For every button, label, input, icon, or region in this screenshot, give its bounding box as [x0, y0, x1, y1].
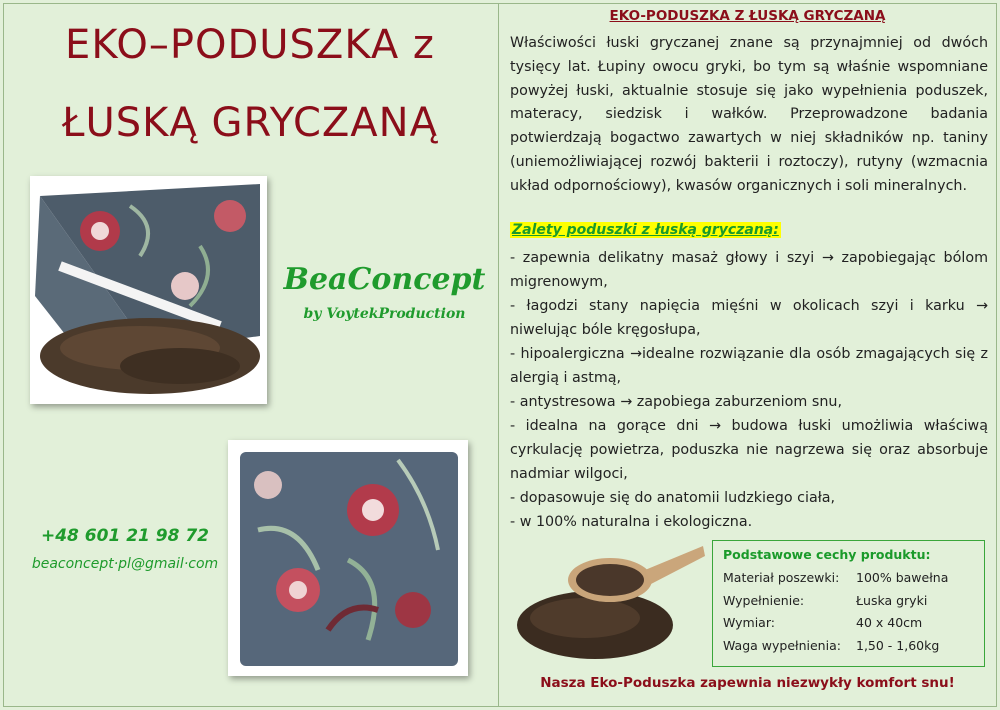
description-title: EKO-PODUSZKA Z ŁUSKĄ GRYCZANĄ: [609, 8, 886, 24]
list-item: - idealna na gorące dni → budowa łuski umożliwia właściwą cyrkulację powietrza, poduszka nie nagrzewa się oraz absorbuje nadmiar wilgoci,: [510, 418, 988, 482]
advantages-heading: Zalety poduszki z łuską gryczaną:: [512, 222, 779, 238]
brand-name: BeaConcept: [283, 262, 486, 297]
feature-key: Materiał poszewki:: [723, 570, 840, 585]
features-box: [712, 540, 985, 667]
feature-value: Łuska gryki: [856, 592, 928, 608]
pillow-photo-flat: [228, 440, 468, 676]
feature-row: [723, 612, 974, 635]
list-item: - dopasowuje się do anatomii ludzkiego ciała,: [510, 490, 836, 506]
features-title: Podstawowe cechy produktu:: [723, 547, 931, 562]
phone-number[interactable]: +48 601 21 98 72: [40, 526, 210, 546]
feature-value: 100% bawełna: [856, 570, 949, 585]
column-divider: [498, 3, 499, 707]
feature-key: Wymiar:: [723, 615, 775, 630]
feature-row: [723, 635, 974, 658]
main-title-line-2: ŁUSKĄ GRYCZANĄ: [62, 100, 438, 146]
feature-row: [723, 590, 974, 613]
pillow-photo-open: [30, 176, 267, 404]
list-item: - antystresowa → zapobiega zaburzeniom snu,: [510, 394, 842, 410]
feature-value: 1,50 - 1,60kg: [856, 637, 940, 653]
feature-row: [723, 567, 974, 590]
intro-paragraph: Właściwości łuski gryczanej znane są przynajmniej od dwóch tysięcy lat. Łupiny owocu gryki, bo tym są właśnie wspomniane powyżej łuski, aktualnie stosuje się jako wypełnienia poduszek, materacy, siedzisk i wałków. Przeprowadzone badania potwierdzają bogactwo zawartych w niej składników np. taniny (uniemożliwiającej rozwój bakterii i roztoczy), rutyny (wzmacnia układ odpornościowy), kwasów organicznych i soli mineralnych.: [510, 35, 988, 194]
email-address[interactable]: beaconcept·pl@gmail·com: [31, 556, 219, 572]
main-title-line-1: EKO–PODUSZKA z: [65, 22, 435, 68]
list-item: - hipoalergiczna →idealne rozwiązanie dla osób zmagających się z alergią i astmą,: [510, 346, 988, 386]
feature-key: Wypełnienie:: [723, 592, 805, 608]
footer-slogan: Nasza Eko-Poduszka zapewnia niezwykły komfort snu!: [540, 675, 955, 691]
list-item: - w 100% naturalna i ekologiczna.: [510, 514, 753, 530]
list-item: - zapewnia delikatny masaż głowy i szyi → zapobiegając bólom migrenowym,: [510, 250, 988, 290]
list-item: - łagodzi stany napięcia mięśni w okolicach szyi i karku → niwelując bóle kręgosłupa,: [510, 298, 988, 338]
buckwheat-spoon-photo: [515, 540, 705, 662]
advantages-list: [510, 246, 988, 534]
feature-value: 40 x 40cm: [856, 615, 923, 630]
brand-subtitle: by VoytekProduction: [303, 306, 466, 322]
feature-key: Waga wypełnienia:: [723, 637, 841, 653]
